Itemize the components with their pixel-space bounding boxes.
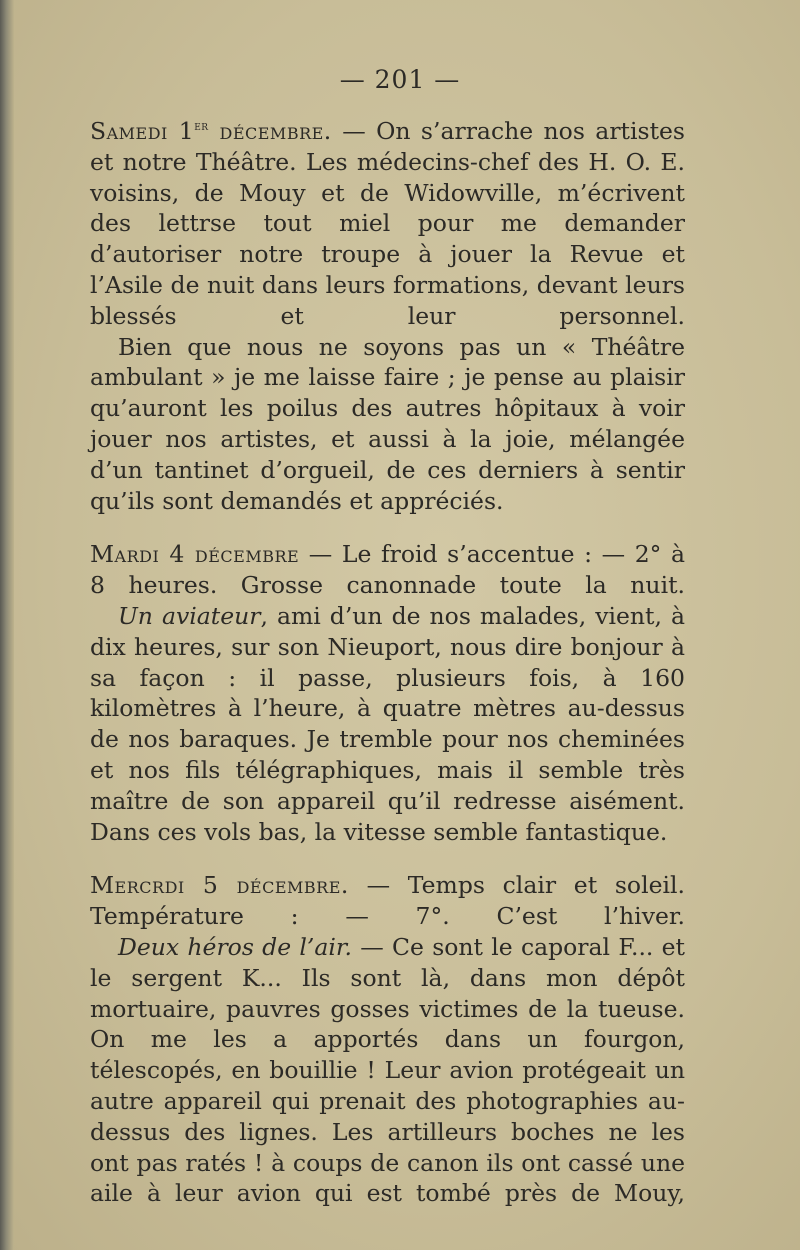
entry-text: On s’arrache nos artistes et notre Théâtre. Les médecins-chef des H. O. E. voisins, de Mouy et de Widowville, m’écrivent des lettrse tout miel pour me demander d’autoriser notre troupe à jouer la Revue et l’Asile de nuit dans leurs formations, devant leurs blessés et leur personnel.: [90, 117, 685, 330]
entry-paragraph: Deux héros de l’air. — Ce sont le caporal F... et le sergent K... Ils sont là, dans mon dépôt mortuaire, pauvres gosses victimes de la tueuse. On me les a apportés dans un fourgon, télescopés, en bouillie ! Leur avion protégeait un autre appareil qui prenait des photographies au-dessus des lignes. Les artilleurs boches ne les ont pas ratés ! à coups de canon ils ont cassé une aile à leur avion qui est tombé près de Mouy,: [90, 932, 685, 1208]
entry-text: Temps clair et soleil. Température : — 7°. C’est l’hiver.: [90, 871, 685, 931]
entry-paragraph: Samedi 1er décembre. — On s’arrache nos artistes et notre Théâtre. Les médecins-chef des H. O. E. voisins, de Mouy et de Widowville, m’écrivent des lettrse tout miel pour me demander d’autoriser notre troupe à jouer la Revue et l’Asile de nuit dans leurs formations, devant leurs blessés et leur personnel.: [90, 117, 685, 330]
page-number: — 201 —: [339, 65, 461, 94]
entry-text: Le froid s’accentue : — 2° à 8 heures. Grosse canonnade toute la nuit.: [90, 540, 685, 600]
entry-date: Mardi 4 décembre: [90, 540, 300, 569]
page-body: [90, 116, 685, 1209]
entry-paragraph: Mardi 4 décembre — Le froid s’accentue : — 2° à 8 heures. Grosse canonnade toute la nuit.: [90, 540, 685, 600]
page-spine-shadow: [0, 0, 14, 1250]
entry-paragraph: Mercrdi 5 décembre. — Temps clair et soleil. Température : — 7°. C’est l’hiver.: [90, 871, 685, 931]
italic-heading: Deux héros de l’air.: [118, 932, 353, 961]
entry-date: Mercrdi 5 décembre.: [90, 871, 349, 900]
entry-date: Samedi 1er décembre.: [90, 117, 332, 145]
entry-paragraph: Bien que nous ne soyons pas un « Théâtre ambulant » je me laisse faire ; je pense au plaisir qu’auront les poilus des autres hôpitaux à voir jouer nos artistes, et aussi à la joie, mélangée d’un tantinet d’orgueil, de ces derniers à sentir qu’ils sont demandés et appréciés.: [90, 332, 685, 515]
italic-heading: Un aviateur: [118, 601, 261, 630]
entry-paragraph: Un aviateur, ami d’un de nos malades, vient, à dix heures, sur son Nieuport, nous dire bonjour à sa façon : il passe, plusieurs fois, à 160 kilomètres à l’heure, à quatre mètres au-dessus de nos baraques. Je tremble pour nos cheminées et nos fils télégraphiques, mais il semble très maître de son appareil qu’il redresse aisément. Dans ces vols bas, la vitesse semble fantastique.: [90, 601, 685, 846]
